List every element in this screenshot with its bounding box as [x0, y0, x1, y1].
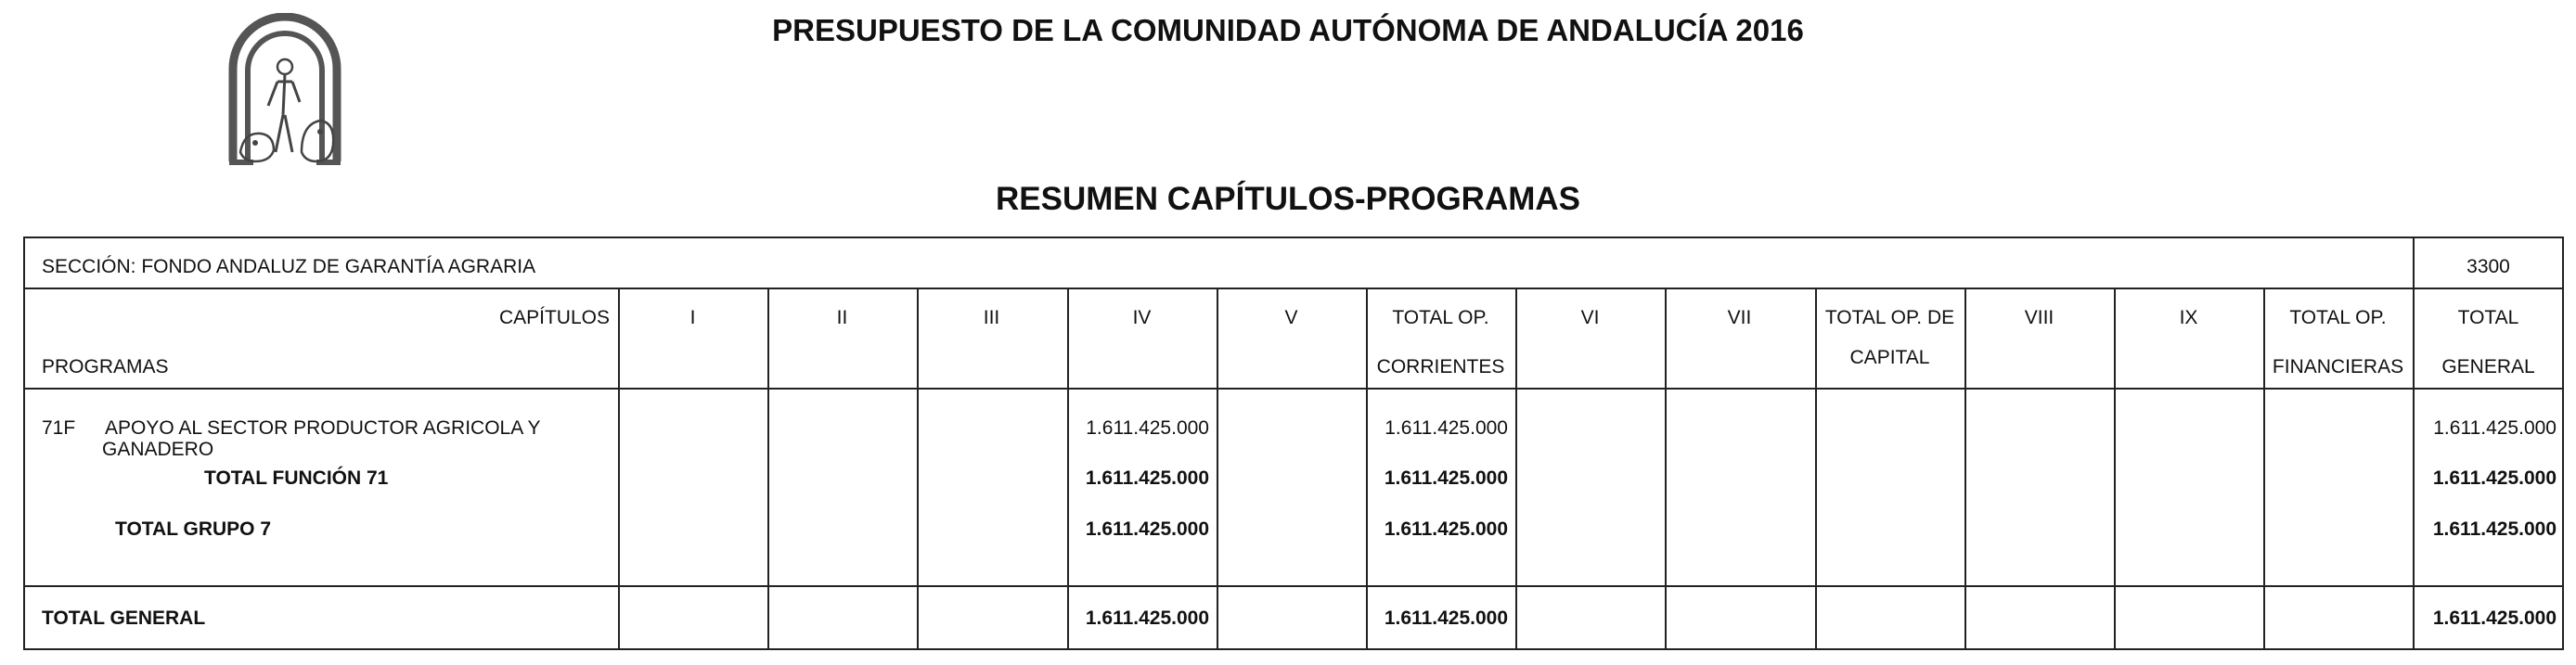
column-divider: [618, 288, 620, 650]
program-label-line2: GANADERO: [102, 439, 214, 460]
total-general-value-cell: 1.611.425.000: [1085, 607, 1209, 629]
column-header-line1: TOTAL OP.: [1392, 307, 1489, 328]
total-general-label: TOTAL GENERAL: [42, 607, 206, 629]
column-header-line1: III: [983, 307, 1000, 328]
total-funcion-label: TOTAL FUNCIÓN 71: [204, 467, 389, 489]
column-header-line1: V: [1284, 307, 1298, 328]
budget-table: [23, 237, 2564, 650]
total-funcion-value-cell: 1.611.425.000: [1384, 467, 1508, 489]
column-header-line1: VI: [1580, 307, 1600, 328]
column-divider: [2114, 288, 2116, 650]
column-header-line1: I: [689, 307, 696, 328]
total-grupo-value-cell: 1.611.425.000: [1085, 518, 1209, 540]
column-header-line2: FINANCIERAS: [2272, 356, 2404, 377]
total-funcion-value-cell: 1.611.425.000: [2432, 467, 2557, 489]
total-grupo-value-cell: 1.611.425.000: [1384, 518, 1508, 540]
column-header-line1: TOTAL OP.: [2289, 307, 2387, 328]
column-divider: [2263, 288, 2265, 650]
column-divider: [2413, 237, 2415, 650]
total-grupo-value-cell: 1.611.425.000: [2432, 518, 2557, 540]
column-divider: [1815, 288, 1817, 650]
column-header-line1: II: [836, 307, 848, 328]
section-label: SECCIÓN: FONDO ANDALUZ DE GARANTÍA AGRARIA: [42, 256, 536, 277]
document-title: PRESUPUESTO DE LA COMUNIDAD AUTÓNOMA DE ANDALUCÍA 2016: [772, 13, 1804, 47]
column-header-line1: TOTAL: [2457, 307, 2519, 328]
column-header-line2: GENERAL: [2441, 356, 2535, 377]
total-general-value-cell: 1.611.425.000: [1384, 607, 1508, 629]
column-divider: [767, 288, 769, 650]
column-divider: [1217, 288, 1218, 650]
total-row-divider: [23, 585, 2564, 587]
column-header-line1: TOTAL OP. DE: [1824, 307, 1955, 328]
program-code: 71F: [42, 417, 76, 439]
column-header-line2: CORRIENTES: [1376, 356, 1505, 377]
column-header-line2: CAPITAL: [1849, 347, 1930, 368]
total-grupo-label: TOTAL GRUPO 7: [115, 518, 272, 540]
section-row-divider: [23, 288, 2564, 289]
total-funcion-value-cell: 1.611.425.000: [1085, 467, 1209, 489]
program-value-cell: 1.611.425.000: [2433, 417, 2557, 439]
capitulos-label: CAPÍTULOS: [498, 307, 610, 328]
document-subtitle: RESUMEN CAPÍTULOS-PROGRAMAS: [995, 181, 1581, 217]
column-header-line1: IX: [2179, 307, 2198, 328]
column-divider: [1964, 288, 1966, 650]
section-code: 3300: [2467, 256, 2510, 277]
column-header-line1: VIII: [2024, 307, 2054, 328]
programas-label: PROGRAMAS: [42, 356, 169, 377]
column-divider: [1665, 288, 1667, 650]
column-divider: [1515, 288, 1517, 650]
program-value-cell: 1.611.425.000: [1385, 417, 1508, 439]
program-value-cell: 1.611.425.000: [1086, 417, 1209, 439]
column-header-line1: IV: [1132, 307, 1152, 328]
header-row-divider: [23, 388, 2564, 390]
column-divider: [917, 288, 919, 650]
column-header-line1: VII: [1727, 307, 1752, 328]
total-general-value-cell: 1.611.425.000: [2432, 607, 2557, 629]
program-label-line1: APOYO AL SECTOR PRODUCTOR AGRICOLA Y: [105, 417, 541, 439]
